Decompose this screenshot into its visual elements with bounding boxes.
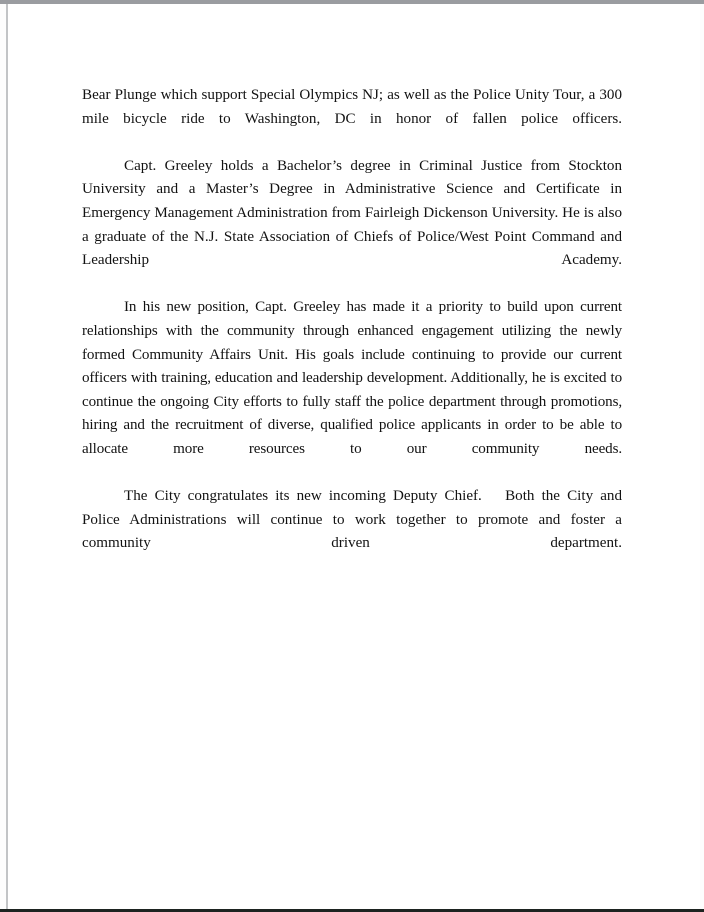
paragraph-new-position: In his new position, Capt. Greeley has made it a priority to build upon current relationships with the community through enhanced engagement utilizing the newly formed Community Affairs Unit. His goals include continuing to provide our current officers with training, education and leadership development. Additionally, he is excited to continue the ongoing City efforts to fully staff the police department through promotions, hiring and the recruitment of diverse, qualified police applicants in order to be able to allocate more resources to our community needs. [82,299,622,457]
paragraph-congratulations-first-sentence: The City congratulates its new incoming Deputy Chief. [124,488,482,505]
document-text-body [82,84,622,579]
paragraph-congratulations-second-sentence: Both the City and Police Administrations will continue to work together to promote and foster a community driven department. [82,488,623,552]
sentence-gap [482,488,505,504]
paragraph-education: Capt. Greeley holds a Bachelor’s degree in Criminal Justice from Stockton University and a Master’s Degree in Administrative Science and Certificate in Emergency Management Administration from Fairleigh Dickenson University. He is also a graduate of the N.J. State Association of Chiefs of Police/West Point Command and Leadership Academy. [82,157,622,269]
paragraph-congratulations [82,485,622,579]
page-sheet [8,4,700,909]
paragraph-continuation: Bear Plunge which support Special Olympics NJ; as well as the Police Unity Tour, a 300 mile bicycle ride to Washington, DC in honor of fallen police officers. [82,87,622,127]
